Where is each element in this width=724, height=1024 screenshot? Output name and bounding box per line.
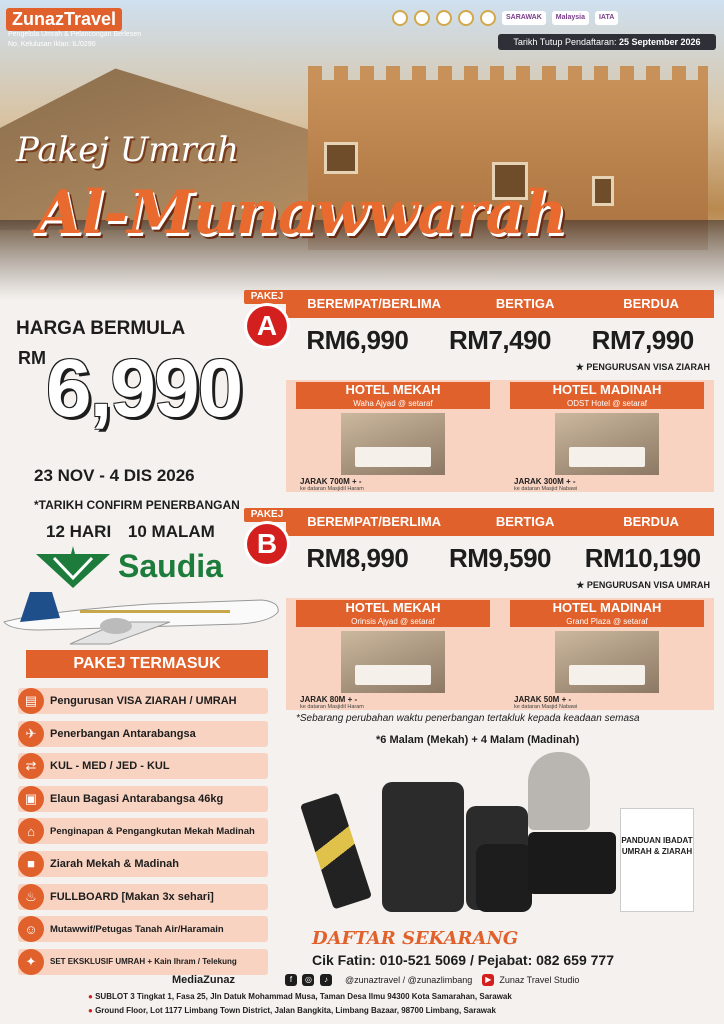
package-a-hotels xyxy=(286,380,714,492)
inclusion-label: Pengurusan VISA ZIARAH / UMRAH xyxy=(50,695,237,707)
package-b-prices xyxy=(286,536,714,580)
partner-logos xyxy=(392,10,710,26)
inclusion-label: Elaun Bagasi Antarabangsa 46kg xyxy=(50,792,224,805)
brand-subtitle xyxy=(8,30,141,50)
partner-seal-icon xyxy=(458,10,474,26)
office-phone[interactable]: 082 659 777 xyxy=(536,952,614,968)
package-a-badge xyxy=(244,290,290,350)
address-text: SUBLOT 3 Tingkat 1, Fasa 25, Jln Datuk Mohammad Musa, Taman Desa Ilmu 94300 Kota Samarahan, Sarawak xyxy=(95,992,512,1001)
partner-seal-icon xyxy=(392,10,408,26)
room-type-triple: BERTIGA xyxy=(495,296,555,311)
package-b xyxy=(286,508,714,710)
hotel-name: Waha Ajyad @ setaraf xyxy=(296,398,490,409)
luggage-icon: ▣ xyxy=(18,786,44,812)
price-quad: RM8,990 xyxy=(306,543,409,573)
title-line1: Pakej Umrah xyxy=(16,130,240,170)
hotel-madinah xyxy=(500,598,714,710)
hotel-title: HOTEL MADINAH xyxy=(510,382,704,398)
price-from-label: HARGA BERMULA xyxy=(16,318,186,339)
hotel-distance-note: ke dataran Masjidil Haram xyxy=(300,486,364,492)
hotel-room-image xyxy=(341,413,445,475)
pouch-image xyxy=(528,832,616,894)
brand-licence: No. Kelulusan Iklan: IL/0290 xyxy=(8,41,96,48)
hat-image xyxy=(528,752,590,830)
badge-letter: B xyxy=(247,524,287,564)
package-b-hotels xyxy=(286,598,714,710)
register-cta[interactable]: DAFTAR SEKARANG xyxy=(312,928,519,949)
brand-tagline: Pengelola Umrah & Pelancongan Berlesen xyxy=(8,31,142,38)
contact-phone[interactable]: 010-521 5069 xyxy=(379,952,467,968)
badge-letter: A xyxy=(247,306,287,346)
inclusion-item xyxy=(18,721,268,747)
package-b-badge xyxy=(244,508,290,568)
hotel-distance-note: ke dataran Masjidil Haram xyxy=(300,704,364,710)
malaysia-logo: Malaysia xyxy=(552,11,589,25)
inclusion-label: Penginapan & Pengangkutan Mekah Madinah xyxy=(50,825,255,837)
hotel-distance: JARAK 700M + - xyxy=(300,477,362,486)
inclusion-item xyxy=(18,851,268,877)
price-quad: RM6,990 xyxy=(306,325,409,355)
hotel-name: ODST Hotel @ setaraf xyxy=(510,398,704,409)
room-type-triple: BERTIGA xyxy=(495,514,555,529)
address-2 xyxy=(88,1006,496,1015)
closing-label: Tarikh Tutup Pendaftaran: xyxy=(513,37,617,47)
trip-nights: 10 MALAM xyxy=(127,522,215,541)
partner-seal-icon xyxy=(414,10,430,26)
inclusion-item xyxy=(18,818,268,844)
inclusion-item xyxy=(18,949,268,975)
contact-line xyxy=(312,952,614,968)
inclusion-label: Penerbangan Antarabangsa xyxy=(50,727,196,740)
instagram-icon[interactable]: ◎ xyxy=(302,974,314,986)
youtube-icon[interactable]: ▶ xyxy=(482,974,494,986)
nights-split: *6 Malam (Mekah) + 4 Malam (Madinah) xyxy=(376,734,580,746)
package-a-header xyxy=(286,290,714,318)
inclusion-label: SET EKSKLUSIF UMRAH + Kain Ihram / Telekung xyxy=(50,957,237,967)
price-currency: RM xyxy=(18,348,46,368)
hotel-mekah xyxy=(286,598,500,710)
price-double: RM10,190 xyxy=(584,543,701,573)
airplane-icon: ✈ xyxy=(18,721,44,747)
hotel-distance: JARAK 300M + - xyxy=(514,477,576,486)
price-double: RM7,990 xyxy=(591,325,694,355)
inclusion-item xyxy=(18,786,268,812)
airplane-image xyxy=(0,582,282,646)
hotel-distance: JARAK 80M + - xyxy=(300,695,358,704)
lanyard-image xyxy=(300,793,372,910)
inclusion-item xyxy=(18,884,268,910)
map-pin-icon: ● xyxy=(88,1006,93,1015)
closing-date-banner xyxy=(498,34,716,50)
hotel-title: HOTEL MEKAH xyxy=(296,382,490,398)
room-type-quad: BEREMPAT/BERLIMA xyxy=(307,514,442,529)
inclusion-label: Ziarah Mekah & Madinah xyxy=(50,857,179,870)
gift-icon: ✦ xyxy=(18,949,44,975)
title-line2: Al-Munawwarah xyxy=(36,178,567,248)
hotel-mekah xyxy=(286,380,500,492)
visa-note: ★ PENGURUSAN VISA UMRAH xyxy=(576,580,710,590)
meal-icon: ♨ xyxy=(18,884,44,910)
visa-label: PENGURUSAN VISA ZIARAH xyxy=(586,362,710,372)
hotel-room-image xyxy=(341,631,445,693)
room-type-double: BERDUA xyxy=(623,296,679,311)
inclusion-label: KUL - MED / JED - KUL xyxy=(50,760,170,773)
sarawak-logo: SARAWAK xyxy=(502,11,546,25)
social-row xyxy=(172,974,712,986)
hotel-icon: ⌂ xyxy=(18,818,44,844)
price-triple: RM7,490 xyxy=(449,325,551,355)
trip-days: 12 HARI xyxy=(46,522,112,541)
inclusion-item xyxy=(18,753,268,779)
inclusion-label: FULLBOARD [Makan 3x sehari] xyxy=(50,890,214,903)
closing-date: 25 September 2026 xyxy=(619,37,701,47)
hotel-name: Grand Plaza @ setaraf xyxy=(510,616,704,627)
hotel-name: Orinsis Ajyad @ setaraf xyxy=(296,616,490,627)
inclusion-label: Mutawwif/Petugas Tanah Air/Haramain xyxy=(50,923,224,935)
partner-seal-icon xyxy=(480,10,496,26)
hotel-distance: JARAK 50M + - xyxy=(514,695,572,704)
inclusion-item xyxy=(18,916,268,942)
flight-note: *Sebarang perubahan waktu penerbangan tertakluk kepada keadaan semasa xyxy=(296,713,640,724)
map-pin-icon: ● xyxy=(88,992,93,1001)
visa-label: PENGURUSAN VISA UMRAH xyxy=(586,580,710,590)
tiktok-icon[interactable]: ♪ xyxy=(320,974,332,986)
address-text: Ground Floor, Lot 1177 Limbang Town District, Jalan Bangkita, Limbang Bazaar, 98700 Limbang, Sarawak xyxy=(95,1006,496,1015)
office-label: Pejabat: xyxy=(477,952,533,968)
badge-label: PAKEJ xyxy=(244,508,290,522)
address-1 xyxy=(88,992,512,1001)
hotel-madinah xyxy=(500,380,714,492)
visa-note: ★ PENGURUSAN VISA ZIARAH xyxy=(575,362,710,372)
hotel-title: HOTEL MADINAH xyxy=(510,600,704,616)
trip-dates: 23 NOV - 4 DIS 2026 xyxy=(34,466,195,485)
guide-icon: ☺ xyxy=(18,916,44,942)
hotel-title: HOTEL MEKAH xyxy=(296,600,490,616)
brand-logo: ZunazTravel xyxy=(6,8,122,31)
inclusions-title: PAKEJ TERMASUK xyxy=(26,650,268,678)
social-icons xyxy=(285,974,335,986)
drawstring-bag-image xyxy=(476,844,532,912)
contact-label: Cik Fatin: xyxy=(312,952,376,968)
package-b-header xyxy=(286,508,714,536)
inclusions-list xyxy=(18,688,268,981)
youtube-channel: Zunaz Travel Studio xyxy=(499,975,580,985)
price-triple: RM9,590 xyxy=(449,543,551,573)
media-label: MediaZunaz xyxy=(172,974,235,986)
book-title: PANDUAN IBADAT UMRAH & ZIARAH xyxy=(621,836,693,856)
umrah-kit-image xyxy=(300,752,720,922)
confirm-note: *TARIKH CONFIRM PENERBANGAN xyxy=(34,498,240,512)
contact-separator: / xyxy=(469,952,474,968)
route-icon: ⇄ xyxy=(18,753,44,779)
guide-book-image xyxy=(620,808,694,912)
hotel-distance-note: ke dataran Masjid Nabawi xyxy=(514,486,578,492)
room-type-quad: BEREMPAT/BERLIMA xyxy=(307,296,442,311)
iata-logo: IATA xyxy=(595,11,618,25)
package-a-prices xyxy=(286,318,714,362)
room-type-double: BERDUA xyxy=(623,514,679,529)
partner-seal-icon xyxy=(436,10,452,26)
package-a xyxy=(286,290,714,492)
trip-duration xyxy=(46,522,227,542)
passport-icon: ▤ xyxy=(18,688,44,714)
luggage-image xyxy=(382,782,464,912)
price-from-value: 6,990 xyxy=(46,343,242,434)
facebook-icon[interactable]: f xyxy=(285,974,297,986)
kaaba-icon: ■ xyxy=(18,851,44,877)
badge-label: PAKEJ xyxy=(244,290,290,304)
hotel-room-image xyxy=(555,631,659,693)
inclusion-item xyxy=(18,688,268,714)
airline-logo: Saudia xyxy=(118,548,223,584)
hotel-room-image xyxy=(555,413,659,475)
hotel-distance-note: ke dataran Masjid Nabawi xyxy=(514,704,578,710)
social-handles: @zunaztravel / @zunazlimbang xyxy=(344,975,473,985)
